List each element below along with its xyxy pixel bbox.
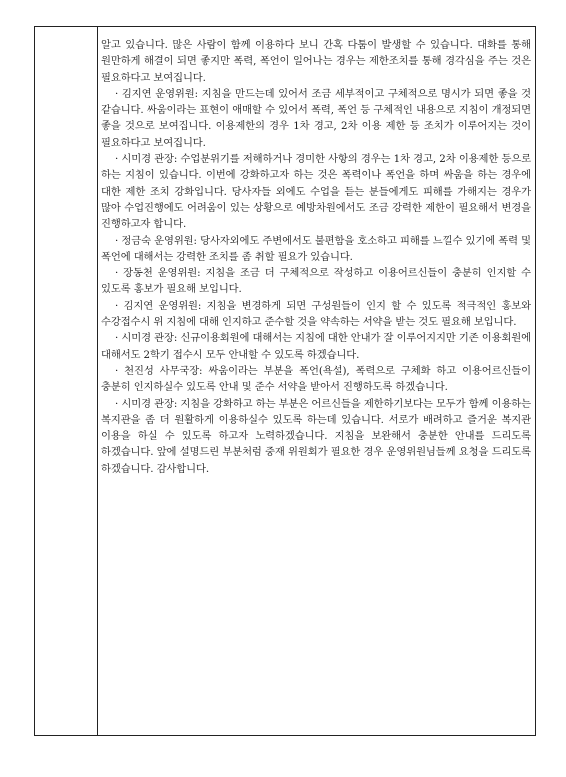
label-column <box>35 27 98 735</box>
paragraph-continuation: 알고 있습니다. 많은 사람이 함께 이용하다 보니 간혹 다툼이 발생할 수 있습니다. 대화를 통해 원만하게 해결이 되면 좋지만 폭력, 폭언이 일어나는 경우는 제한조치를 통해 경각심을 주는 것은 필요하다고 보여집니다. <box>101 39 531 84</box>
paragraph-kim-2: · 김지연 운영위원: 지침을 변경하게 되면 구성원들이 인지 할 수 있도록 적극적인 홍보와 수강접수시 위 지침에 대해 인지하고 준수할 것을 약속하는 서약을 받는 것도 필요해 보입니다. <box>101 299 531 329</box>
paragraph-director-3: · 시미경 관장: 지침을 강화하고 하는 부분은 어르신들을 제한하기보다는 모두가 함께 이용하는 복지관을 좀 더 원활하게 이용하실수 있도록 하는데 있습니다. 서로가 배려하고 즐거운 복지관 이용을 하실 수 있도록 하고자 노력하겠습니다. 지침을 보완해서 충분한 안내를 드리도록 하겠습니다. 앞에 설명드린 부분처럼 중재 위원회가 필요한 경우 운영위원님들께 요청을 드리도록 하겠습니다. 감사합니다. <box>101 397 531 475</box>
minutes-body <box>101 37 531 477</box>
minutes-table <box>34 26 536 736</box>
paragraph-director-2: · 시미경 관장: 신규이용회원에 대해서는 지침에 대한 안내가 잘 이루어지지만 기존 이용회원에 대해서도 2학기 접수시 모두 안내할 수 있도록 하겠습니다. <box>101 332 531 361</box>
paragraph-secretary: · 천진성 사무국장: 싸움이라는 부분을 폭언(욕설), 폭력으로 구체화 하고 이용어르신들이 충분히 인지하실수 있도록 안내 및 준수 서약을 받아서 진행하도록 하겠습니다. <box>101 364 531 394</box>
paragraph-kim-1: · 김지연 운영위원: 지침을 만드는데 있어서 조금 세부적이고 구체적으로 명시가 되면 좋을 것 같습니다. 싸움이라는 표현이 애매할 수 있어서 폭력, 폭언 등 구체적인 내용으로 지침이 개정되면 좋을 것으로 보여집니다. 이용제한의 경우 1차 경고, 2차 이용 제한 등 조치가 이루어지는 것이 필요하다고 보여집니다. <box>101 87 531 149</box>
paragraph-jeong: · 정금숙 운영위원: 당사자외에도 주변에서도 불편함을 호소하고 피해를 느낄수 있기에 폭력 및 폭언에 대해서는 강력한 조치를 좀 취할 필요가 있습니다. <box>101 234 531 263</box>
paragraph-director-1: · 시미경 관장: 수업분위기를 저해하거나 경미한 사항의 경우는 1차 경고, 2차 이용제한 등으로 하는 지침이 있습니다. 이번에 강화하고자 하는 것은 폭력이나 폭언을 하며 싸움을 하는 경우에 대한 제한 조치 강화입니다. 당사자들 외에도 수업을 듣는 분들에게도 피해를 가해지는 경우가 많아 수업진행에도 어려움이 있는 상황으로 예방차원에서도 조금 강력한 제한이 필요해서 변경을 진행하고자 합니다. <box>101 153 531 231</box>
paragraph-jang: · 장동천 운영위원: 지침을 조금 더 구체적으로 작성하고 이용어르신들이 충분히 인지할 수 있도록 홍보가 필요해 보입니다. <box>101 267 531 296</box>
